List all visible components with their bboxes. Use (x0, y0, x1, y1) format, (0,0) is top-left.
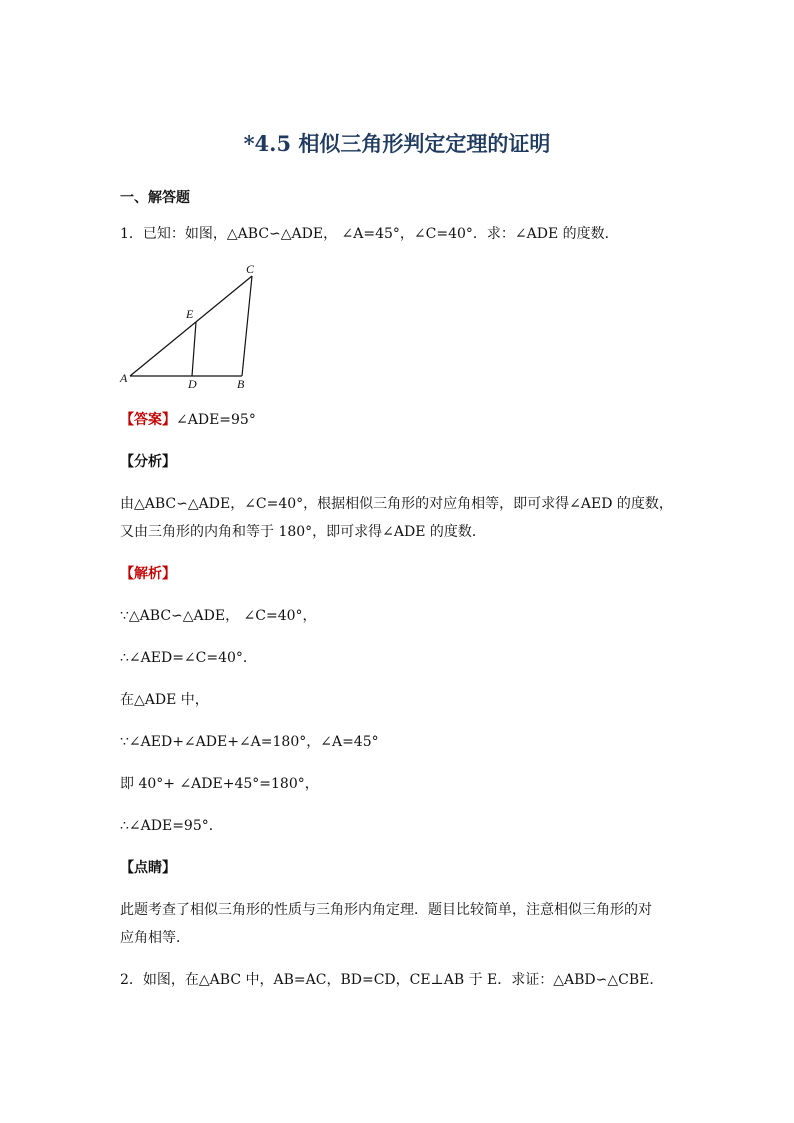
label-a: A (120, 371, 128, 385)
comment-text-1: 此题考查了相似三角形的性质与三角形内角定理．题目比较简单，注意相似三角形的对 (120, 902, 652, 918)
triangle-diagram (118, 260, 268, 392)
solution-tag: 【解析】 (120, 566, 176, 582)
segment-de (192, 322, 196, 376)
solution-step-3: 在△ADE 中， (120, 692, 209, 708)
answer-text: ∠ADE=95° (176, 412, 256, 428)
page-title: *4.5 相似三角形判定定理的证明 (243, 131, 551, 156)
label-b: B (237, 377, 245, 391)
solution-step-6: ∴∠ADE=95°． (120, 818, 223, 834)
q1-answer-line (120, 410, 256, 430)
q1-question: 1．已知：如图，△ABC∽△ADE， ∠A=45°，∠C=40°．求：∠ADE 的度数． (120, 226, 619, 242)
answer-tag: 【答案】 (120, 412, 176, 428)
solution-step-1: ∵△ABC∽△ADE， ∠C=40°， (120, 608, 317, 624)
analysis-text-1: 由△ABC∽△ADE，∠C=40°，根据相似三角形的对应角相等，即可求得∠AED 的度数， (120, 496, 673, 512)
solution-step-2: ∴∠AED=∠C=40°． (120, 650, 257, 666)
solution-step-4: ∵∠AED+∠ADE+∠A=180°，∠A=45° (120, 734, 379, 750)
segment-bc (242, 276, 252, 376)
label-d: D (188, 377, 197, 391)
comment-text-2: 应角相等． (120, 930, 190, 946)
analysis-text-2: 又由三角形的内角和等于 180°，即可求得∠ADE 的度数． (120, 524, 486, 540)
q2-question: 2．如图，在△ABC 中，AB=AC，BD=CD，CE⊥AB 于 E．求证：△ABD∽△CBE． (120, 972, 664, 988)
comment-tag: 【点睛】 (120, 860, 176, 876)
label-c: C (246, 262, 255, 276)
triangle-figure (118, 260, 268, 392)
section-heading: 一、解答题 (120, 190, 190, 206)
solution-step-5: 即 40°+ ∠ADE+45°=180°， (120, 776, 319, 792)
segment-ac (130, 276, 252, 376)
analysis-tag: 【分析】 (120, 454, 176, 470)
label-e: E (186, 307, 194, 321)
